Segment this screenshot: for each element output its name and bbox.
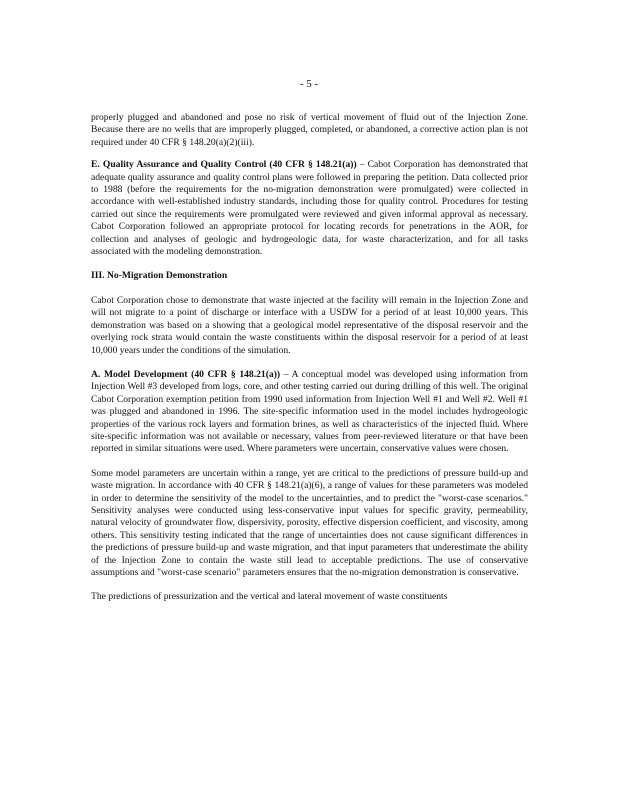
- page-number: - 5 -: [299, 78, 319, 90]
- model-development-heading: A. Model Development (40 CFR § 148.21(a)): [91, 368, 281, 380]
- model-development-paragraph: [91, 369, 528, 456]
- no-migration-intro-paragraph: Cabot Corporation chose to demonstrate that waste injected at the facility will remain in the Injection Zone and will not migrate to a point of discharge or interface with a USDW for a period of at least 10,000 years. This demonstration was based on a showing that a geological model representative of the disposal reservoir and the overlying rock strata would contain the waste constituents within the disposal reservoir for a period of at least 10,000 years under the conditions of the simulation.: [91, 294, 528, 356]
- quality-assurance-paragraph: [91, 159, 528, 258]
- quality-assurance-text: – Cabot Corporation has demonstrated that adequate quality assurance and quality control plans were followed in preparing the petition. Data collected prior to 1988 (before the requirements for the no-migration demonstration were promulgated) were collected in accordance with well-established industry standards, including those for quality control. Procedures for testing carried out since the requirements were promulgated were reviewed and given informal approval as necessary. Cabot Corporation followed an appropriate protocol for locating records for penetrations in the AOR, for collection and analyses of geologic and hydrogeologic data, for waste characterization, and for all tasks associated with the modeling demonstration.: [91, 159, 528, 258]
- predictions-paragraph: The predictions of pressurization and the vertical and lateral movement of waste constituents: [91, 591, 448, 603]
- model-development-text: – A conceptual model was developed using information from Injection Well #3 developed from logs, core, and other testing carried out during drilling of this well. The original Cabot Corporation exemption petition from 1990 used information from Injection Well #1 and Well #2. Well #1 was plugged and abandoned in 1996. The site-specific information used in the model includes hydrogeologic properties of the various rock layers and formation brines, as well as characteristics of the injected fluid. Where site-specific information was not available or necessary, values from peer-reviewed literature or that have been reported in similar situations were used. Where parameters were uncertain, conservative values were chosen.: [91, 368, 529, 455]
- section-heading-no-migration: III. No-Migration Demonstration: [91, 270, 228, 282]
- quality-assurance-heading: E. Quality Assurance and Quality Control (40 CFR § 148.21(a)): [91, 159, 357, 171]
- continuation-paragraph: properly plugged and abandoned and pose no risk of vertical movement of fluid out of the Injection Zone. Because there are no wells that are improperly plugged, completed, or abandoned, a corrective action plan is not required under 40 CFR § 148.20(a)(2)(iii).: [91, 112, 528, 148]
- document-body: [91, 112, 528, 616]
- uncertain-parameters-paragraph: Some model parameters are uncertain within a range, yet are critical to the predictions of pressure build-up and waste migration. In accordance with 40 CFR § 148.21(a)(6), a range of values for these parameters was modeled in order to determine the sensitivity of the model to the uncertainties, and to predict the "worst-case scenarios." Sensitivity analyses were conducted using less-conservative input values for specific gravity, permeability, natural velocity of groundwater flow, dispersivity, porosity, effective dispersion coefficient, and viscosity, among others. This sensitivity testing indicated that the range of uncertainties does not cause significant differences in the predictions of pressure build-up and waste migration, and that input parameters that underestimate the ability of the Injection Zone to contain the waste still lead to acceptable predictions. The use of conservative assumptions and "worst-case scenario" parameters ensures that the no-migration demonstration is conservative.: [91, 467, 528, 578]
